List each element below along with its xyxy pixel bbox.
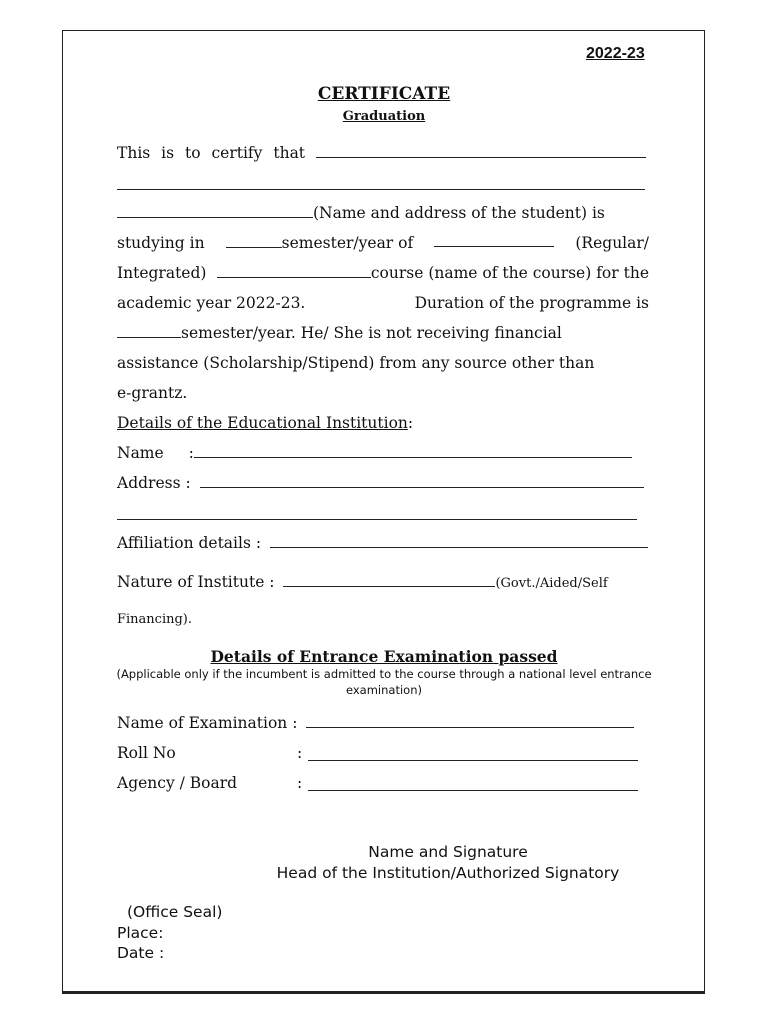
institution-address-field-2[interactable] bbox=[117, 518, 637, 520]
roll-no-label: Roll No bbox=[117, 744, 176, 762]
certify-line bbox=[117, 144, 649, 162]
name-address-label: (Name and address of the student) is bbox=[313, 204, 605, 222]
name-address-line bbox=[117, 204, 649, 222]
nature-row bbox=[117, 573, 608, 591]
semester-he-text: semester/year. He/ She is not receiving financial bbox=[181, 324, 562, 342]
institution-address-field[interactable] bbox=[200, 486, 644, 488]
student-address-blank-2 bbox=[117, 216, 313, 218]
semester-year-of-label: semester/year of bbox=[281, 234, 414, 252]
academic-year-line bbox=[117, 294, 649, 312]
institution-heading-colon: : bbox=[407, 414, 414, 432]
institution-heading: Details of the Educational Institution bbox=[117, 414, 408, 432]
blank-line-row bbox=[117, 176, 645, 194]
agency-field[interactable] bbox=[308, 789, 638, 791]
affiliation-label: Affiliation details : bbox=[117, 534, 262, 552]
institution-address-label: Address : bbox=[117, 474, 191, 492]
signature-name-label: Name and Signature bbox=[368, 843, 528, 861]
studying-line bbox=[117, 234, 649, 252]
institution-address-row bbox=[117, 474, 644, 492]
duration-blank bbox=[117, 336, 181, 338]
entrance-heading: Details of Entrance Examination passed bbox=[210, 647, 558, 666]
academic-year-text: academic year 2022-23. bbox=[117, 294, 306, 312]
institution-name-colon: : bbox=[188, 444, 194, 462]
nature-options: (Govt./Aided/Self bbox=[495, 576, 608, 591]
nature-label: Nature of Institute : bbox=[117, 573, 275, 591]
agency-colon: : bbox=[297, 774, 303, 792]
course-text: course (name of the course) for the bbox=[370, 264, 649, 282]
affiliation-row bbox=[117, 534, 648, 552]
place-label: Place: bbox=[117, 924, 164, 942]
semester-blank bbox=[226, 246, 282, 248]
signature-title-label: Head of the Institution/Authorized Signatory bbox=[276, 864, 620, 882]
academic-year: 2022-23 bbox=[586, 45, 645, 62]
integrated-label: Integrated) bbox=[117, 264, 207, 282]
institution-name-row bbox=[117, 444, 632, 462]
institution-name-field[interactable] bbox=[194, 456, 632, 458]
exam-name-row bbox=[117, 714, 634, 732]
exam-name-field[interactable] bbox=[306, 726, 634, 728]
course-name-blank bbox=[217, 276, 371, 278]
student-address-blank bbox=[117, 188, 645, 190]
exam-name-label: Name of Examination : bbox=[117, 714, 298, 732]
assistance-text: assistance (Scholarship/Stipend) from any source other than bbox=[117, 354, 595, 372]
egrantz-line bbox=[117, 384, 649, 402]
roll-no-colon: : bbox=[297, 744, 303, 762]
certificate-title: CERTIFICATE bbox=[317, 84, 451, 104]
roll-no-row bbox=[117, 744, 303, 762]
entrance-note: (Applicable only if the incumbent is admitted to the course through a national level entrance examination) bbox=[116, 667, 652, 697]
nature-field[interactable] bbox=[283, 585, 495, 587]
course-year-blank bbox=[434, 245, 554, 247]
egrantz-text: e-grantz. bbox=[117, 384, 188, 402]
certificate-subtitle: Graduation bbox=[342, 109, 426, 124]
semester-he-line bbox=[117, 324, 649, 342]
regular-label: (Regular/ bbox=[575, 234, 649, 252]
financing-text: Financing). bbox=[117, 612, 193, 627]
office-seal-label: (Office Seal) bbox=[127, 903, 223, 921]
institution-name-label: Name bbox=[117, 444, 164, 462]
certify-prefix: This is to certify that bbox=[117, 144, 306, 162]
agency-row bbox=[117, 774, 303, 792]
affiliation-field[interactable] bbox=[270, 546, 648, 548]
student-name-blank bbox=[316, 156, 646, 158]
studying-in-label: studying in bbox=[117, 234, 205, 252]
assistance-line bbox=[117, 354, 649, 372]
agency-label: Agency / Board bbox=[117, 774, 238, 792]
institution-address-row-2 bbox=[117, 506, 637, 524]
date-label: Date : bbox=[117, 944, 165, 962]
duration-text: Duration of the programme is bbox=[414, 294, 649, 312]
integrated-line bbox=[117, 264, 649, 282]
institution-heading-line bbox=[117, 414, 649, 432]
roll-no-field[interactable] bbox=[308, 759, 638, 761]
